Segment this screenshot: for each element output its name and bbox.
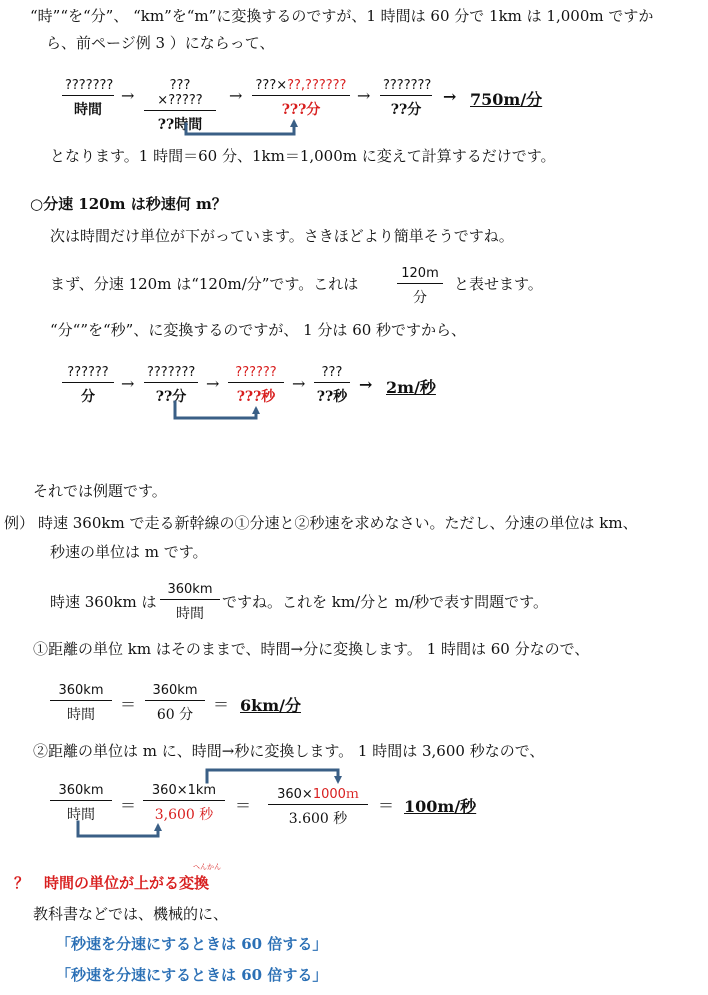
denominator: 60 分 [156, 707, 194, 723]
arrow: → [121, 374, 135, 393]
example-intro: それでは例題です。 [33, 482, 167, 500]
connector-arrow-step2-bottom [78, 822, 158, 836]
connector-arrow-eq2 [175, 402, 256, 418]
denominator: ??分 [155, 389, 187, 405]
numerator: ??????? [147, 365, 196, 380]
numerator: 360km [58, 683, 104, 698]
arrow: → [229, 86, 243, 105]
sec1-line-1: 次は時間だけ単位が下がっています。さきほどより簡単そうですね。 [50, 227, 514, 245]
equals-sign: ＝ [378, 796, 395, 815]
section-heading-1: ○分速 120m は秒速何 m？ [30, 195, 227, 213]
intro-line-2: ら、前ページ例 3 ）にならって、 [46, 34, 275, 52]
denominator: ???分 [281, 102, 321, 118]
sec2-line-1: 教科書などでは、機械的に、 [33, 905, 229, 923]
numerator: 360km [167, 582, 213, 597]
numerator: ??????? [383, 78, 432, 93]
example-line-2: 秒速の単位は m です。 [50, 543, 208, 561]
denominator: 時間 [74, 102, 102, 118]
numerator: 360×1km [151, 783, 217, 798]
question-mark-icon: ？ [14, 874, 30, 892]
denominator: ??秒 [316, 389, 348, 405]
example-line-3b: ですね。これを km/分と m/秒で表す問題です。 [222, 593, 548, 611]
example-line-1: 時速 360km で走る新幹線の①分速と②秒速を求めなさい。ただし、分速の単位は km、 [38, 514, 638, 532]
eq2-answer: 2m/秒 [386, 378, 436, 397]
sec1-line-3: “分“”を“秒”、に変換するのですが、 1 分は 60 秒ですから、 [50, 321, 467, 339]
equals-sign: ＝ [235, 796, 252, 815]
arrow: → [357, 86, 371, 105]
step2-answer: 100m/秒 [404, 797, 477, 816]
numerator: 360km [152, 683, 198, 698]
numerator: ?????? [67, 365, 109, 380]
numerator: 120m [401, 266, 439, 281]
denominator: 時間 [176, 606, 204, 622]
arrow: → [292, 374, 306, 393]
sec1-line-2b: と表せます。 [454, 275, 543, 293]
equals-sign: ＝ [213, 695, 230, 714]
step1-answer: 6km/分 [240, 696, 301, 715]
denominator: ??時間 [157, 117, 203, 133]
denominator: 分 [81, 389, 95, 405]
quote-1: 「秒速を分速にするときは 60 倍する」 [56, 935, 328, 953]
eq1-answer: 750m/分 [470, 90, 543, 109]
quote-2: 「秒速を分速にするときは 60 倍する」 [56, 966, 328, 984]
arrow: → [443, 87, 457, 106]
denominator: 3.600 秒 [288, 811, 348, 827]
numerator: ?????? [235, 365, 277, 380]
section-heading-2: 時間の単位が上がる変換 [44, 874, 210, 892]
denominator: 分 [413, 290, 427, 306]
denominator: ??分 [390, 102, 422, 118]
denominator: 時間 [67, 707, 95, 723]
numerator: ???×??,?????? [255, 78, 347, 93]
denominator: 時間 [67, 807, 95, 823]
numerator: 360×1000ｍ [277, 787, 359, 802]
ruby-annotation: へんかん [193, 863, 221, 871]
denominator: 3,600 秒 [154, 807, 214, 823]
numerator: ???×????? [157, 78, 203, 108]
numerator: ??????? [65, 78, 114, 93]
denominator: ???秒 [236, 389, 276, 405]
step2-text: ②距離の単位は m に、時間→秒に変換します。 1 時間は 3,600 秒なので、 [33, 742, 545, 760]
sec1-line-2a: まず、分速 120m は“120m/分”です。これは [50, 275, 359, 293]
example-line-3a: 時速 360km は [50, 593, 157, 611]
connector-arrow-step2-top [207, 770, 338, 782]
example-label: 例） [4, 514, 35, 532]
after-eq1-text: となります。1 時間＝60 分、1km＝1,000m に変えて計算するだけです。 [50, 147, 556, 165]
intro-line-1: “時”“を“分”、 “km”を“m”に変換するのですが、1 時間は 60 分で 1km は 1,000m ですか [30, 7, 654, 25]
step1-text: ①距離の単位 km はそのままで、時間→分に変換します。 1 時間は 60 分なので、 [33, 640, 590, 658]
numerator: ??? [321, 365, 343, 380]
arrow: → [121, 86, 135, 105]
numerator: 360km [58, 783, 104, 798]
arrow: → [359, 375, 373, 394]
equals-sign: ＝ [120, 796, 137, 815]
equals-sign: ＝ [120, 695, 137, 714]
connector-arrow-eq1 [186, 123, 294, 134]
arrow: → [206, 374, 220, 393]
